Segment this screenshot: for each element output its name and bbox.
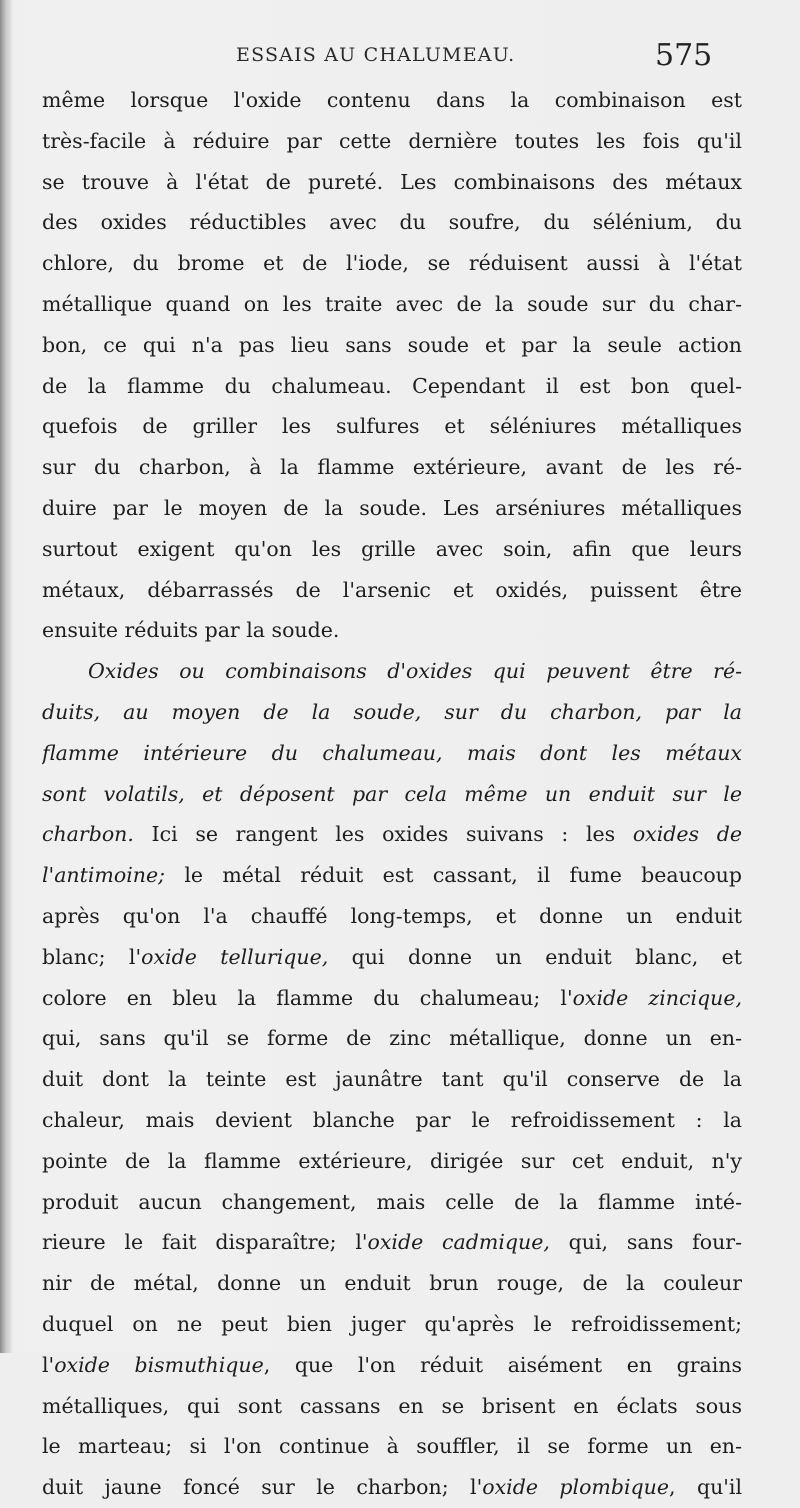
italic-term: oxide plombique bbox=[482, 1475, 669, 1500]
running-title: ESSAIS AU CHALUMEAU. bbox=[236, 44, 516, 66]
book-binding-edge bbox=[0, 0, 12, 1353]
text-line: très-facile à réduire par cette dernière toutes les fois qu'il bbox=[42, 128, 742, 153]
text-line: métaux, débarrassés de l'arsenic et oxidés, puissent être bbox=[42, 577, 742, 602]
text-line: surtout exigent qu'on les grille avec soin, afin que leurs bbox=[42, 536, 742, 561]
text-line: métallique quand on les traite avec de la soude sur du char- bbox=[42, 291, 742, 316]
italic-term: oxide cadmique, bbox=[367, 1230, 550, 1255]
text-line: nir de métal, donne un enduit brun rouge, de la couleur bbox=[42, 1271, 742, 1296]
italic-term: oxide tellurique, bbox=[141, 944, 329, 969]
text-line: pointe de la flamme extérieure, dirigée sur cet enduit, n'y bbox=[42, 1148, 742, 1173]
text-line bbox=[42, 774, 742, 815]
italic-term: oxide bismuthique bbox=[54, 1352, 264, 1377]
text-line bbox=[42, 651, 742, 692]
page-header bbox=[0, 38, 800, 78]
italic-heading: charbon. bbox=[42, 822, 134, 847]
italic-term: oxides de bbox=[632, 822, 742, 847]
text-line: rieure le fait disparaître; l'oxide cadmique, qui, sans four- bbox=[42, 1230, 742, 1255]
text-line: ensuite réduits par la soude. bbox=[42, 618, 340, 643]
text-line: colore en bleu la flamme du chalumeau; l'oxide zincique, bbox=[42, 985, 742, 1010]
text-line: produit aucun changement, mais celle de la flamme inté- bbox=[42, 1189, 742, 1214]
text-line: sur du charbon, à la flamme extérieure, avant de les ré- bbox=[42, 455, 742, 480]
text-line: duit jaune foncé sur le charbon; l'oxide plombique, qu'il bbox=[42, 1475, 742, 1500]
text-line: chaleur, mais devient blanche par le refroidissement : la bbox=[42, 1107, 742, 1132]
text-line bbox=[42, 692, 742, 733]
text-line: l'antimoine; le métal réduit est cassant, il fume beaucoup bbox=[42, 863, 742, 888]
text-line: métalliques, qui sont cassans en se brisent en éclats sous bbox=[42, 1393, 742, 1418]
text-line: se trouve à l'état de pureté. Les combinaisons des métaux bbox=[42, 169, 742, 194]
text-line: bon, ce qui n'a pas lieu sans soude et par la seule action bbox=[42, 332, 742, 357]
text-line: charbon. Ici se rangent les oxides suivans : les oxides de bbox=[42, 822, 742, 847]
text-line: l'oxide bismuthique, que l'on réduit aisément en grains bbox=[42, 1352, 742, 1377]
text-line: chlore, du brome et de l'iode, se réduisent aussi à l'état bbox=[42, 251, 742, 276]
italic-term: l'antimoine; bbox=[42, 863, 165, 888]
text-line: quefois de griller les sulfures et séléniures métalliques bbox=[42, 414, 742, 439]
text-line: duquel on ne peut bien juger qu'après le refroidissement; bbox=[42, 1311, 742, 1336]
body-text bbox=[42, 80, 742, 1508]
italic-term: oxide zincique, bbox=[572, 985, 742, 1010]
text-line: blanc; l'oxide tellurique, qui donne un enduit blanc, et bbox=[42, 944, 742, 969]
text-line: même lorsque l'oxide contenu dans la combinaison est bbox=[42, 88, 742, 112]
text-line: des oxides réductibles avec du soufre, du sélénium, du bbox=[42, 210, 742, 235]
page-number: 575 bbox=[655, 38, 713, 73]
text-line: le marteau; si l'on continue à souffler, il se forme un en- bbox=[42, 1434, 742, 1459]
text-line: qui, sans qu'il se forme de zinc métallique, donne un en- bbox=[42, 1026, 742, 1051]
text-line: duire par le moyen de la soude. Les arséniures métalliques bbox=[42, 495, 742, 520]
italic-heading: sont volatils, et déposent par cela même un enduit sur le bbox=[42, 781, 742, 806]
text-line: duit dont la teinte est jaunâtre tant qu'il conserve de la bbox=[42, 1067, 742, 1092]
italic-heading: flamme intérieure du chalumeau, mais dont les métaux bbox=[42, 740, 742, 765]
italic-heading: duits, au moyen de la soude, sur du charbon, par la bbox=[42, 699, 742, 724]
italic-heading: Oxides ou combinaisons d'oxides qui peuvent être ré- bbox=[88, 659, 742, 684]
text-line: après qu'on l'a chauffé long-temps, et donne un enduit bbox=[42, 903, 742, 928]
text-line: de la flamme du chalumeau. Cependant il est bon quel- bbox=[42, 373, 742, 398]
text-line bbox=[42, 733, 742, 774]
